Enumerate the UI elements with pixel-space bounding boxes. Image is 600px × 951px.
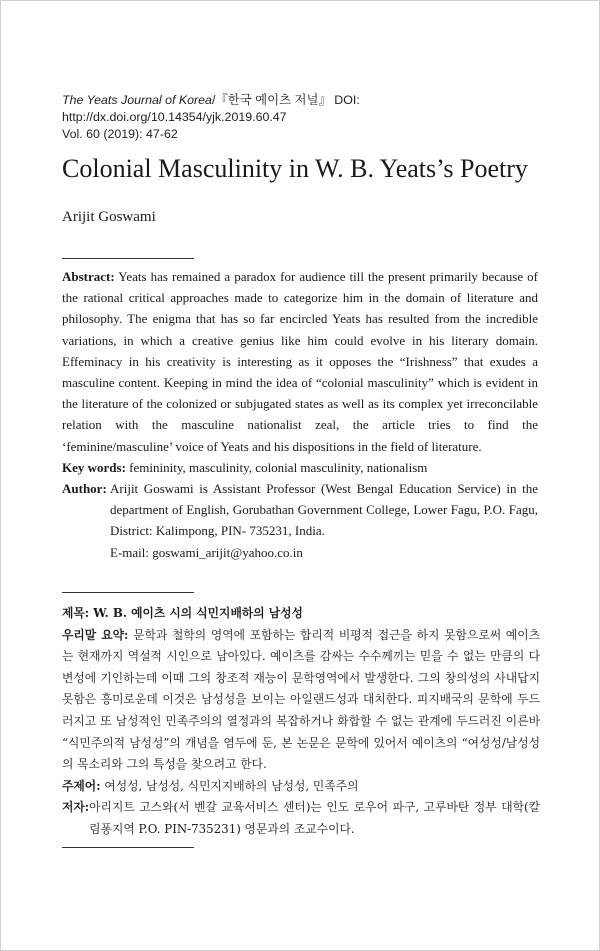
korean-keywords-label: 주제어: bbox=[62, 778, 101, 793]
abstract-paragraph bbox=[62, 266, 538, 457]
korean-abstract-paragraph bbox=[62, 625, 540, 776]
korean-keywords-paragraph bbox=[62, 776, 540, 798]
author-info bbox=[62, 478, 538, 563]
korean-title-line bbox=[62, 603, 540, 625]
korean-journal-name: /『한국 예이츠 저널』 bbox=[211, 93, 331, 107]
keywords-text: femininity, masculinity, colonial masculinity, nationalism bbox=[125, 459, 428, 475]
korean-author-info bbox=[62, 797, 540, 840]
divider-middle bbox=[62, 592, 194, 593]
journal-name: The Yeats Journal of Korea bbox=[62, 93, 212, 107]
korean-title-text: W. B. 예이츠 시의 식민지배하의 남성성 bbox=[89, 606, 303, 620]
english-abstract-section bbox=[62, 266, 538, 563]
keywords-paragraph bbox=[62, 457, 538, 478]
korean-author-text: 아리지트 고스와(서 벤갈 교육서비스 센터)는 인도 로우어 파구, 고루바탄 정부 대학(칼림퐁지역 P.O. PIN-735231) 영문과의 조교수이다. bbox=[89, 800, 540, 836]
korean-abstract-section bbox=[62, 603, 540, 841]
doi-link[interactable]: DOI: http://dx.doi.org/10.14354/yjk.2019.60.47 bbox=[62, 93, 360, 124]
korean-keywords-text: 여성성, 남성성, 식민지지배하의 남성성, 민족주의 bbox=[100, 778, 359, 793]
author-email[interactable]: E-mail: goswami_arijit@yahoo.co.in bbox=[110, 544, 303, 560]
divider-bottom bbox=[62, 847, 194, 848]
divider-top bbox=[62, 258, 194, 259]
author-bio: Arijit Goswami is Assistant Professor (West Bengal Education Service) in the department of English, Gorubathan Government College, Lower Fagu, P.O. Fagu, District: Kalimpong, PIN- 735231, India. bbox=[110, 481, 538, 539]
author-label: Author: bbox=[62, 481, 107, 497]
abstract-text: Yeats has remained a paradox for audience till the present primarily because of the rational critical approaches made to categorize him in the domain of literature and philosophy. The enigma that has so far encircled Yeats has resulted from the incredible variations, in which a creative genius like him could evolve in his literary domain. Effeminacy in his creativity is interesting as it opposes the “Irishness” that exudes a masculine content. Keeping in mind the idea of “colonial masculinity” which is evident in the literature of the colonized or subjugated states as well as its complex yet irreconcilable relation with the masculine nationalist zeal, the article tries to find the ‘feminine/masculine’ voice of Yeats and his dispositions in the field of literature. bbox=[62, 269, 538, 454]
keywords-label: Key words: bbox=[62, 459, 126, 475]
korean-abstract-text: 문학과 철학의 영역에 포함하는 합리적 비평적 접근을 하지 못함으로써 예이츠는 현재까지 역설적 시인으로 남아있다. 예이츠를 감싸는 수수께끼는 믿을 수 없는 만큼의 다변성에 기인하는데 이때 그의 창조적 재능이 문학영역에서 발생한다. 그의 창의성의 사내답지 못함은 흥미로운데 이것은 남성성을 보이는 아일랜드성과 대치한다. 피지배국의 문학에 두드러지고 또 남성적인 민족주의의 열정과의 복잡하거나 화합할 수 없는 관계에 두드러진 이른바 “식민주의적 남성성”의 개념을 염두에 둔, 본 논문은 문학에 있어서 예이츠의 “여성성/남성성의 목소리와 그의 특성을 찾으려고 한다. bbox=[62, 627, 540, 772]
korean-title-label: 제목: bbox=[62, 606, 90, 620]
volume-info: Vol. 60 (2019): 47-62 bbox=[62, 127, 178, 141]
article-title: Colonial Masculinity in W. B. Yeats’s Poetry bbox=[62, 154, 528, 183]
korean-abstract-label: 우리말 요약: bbox=[62, 627, 129, 642]
abstract-label: Abstract: bbox=[62, 269, 115, 284]
korean-author-label: 저자: bbox=[62, 800, 90, 815]
journal-citation-line bbox=[62, 92, 562, 126]
journal-header bbox=[62, 92, 562, 143]
author-name: Arijit Goswami bbox=[62, 209, 156, 225]
